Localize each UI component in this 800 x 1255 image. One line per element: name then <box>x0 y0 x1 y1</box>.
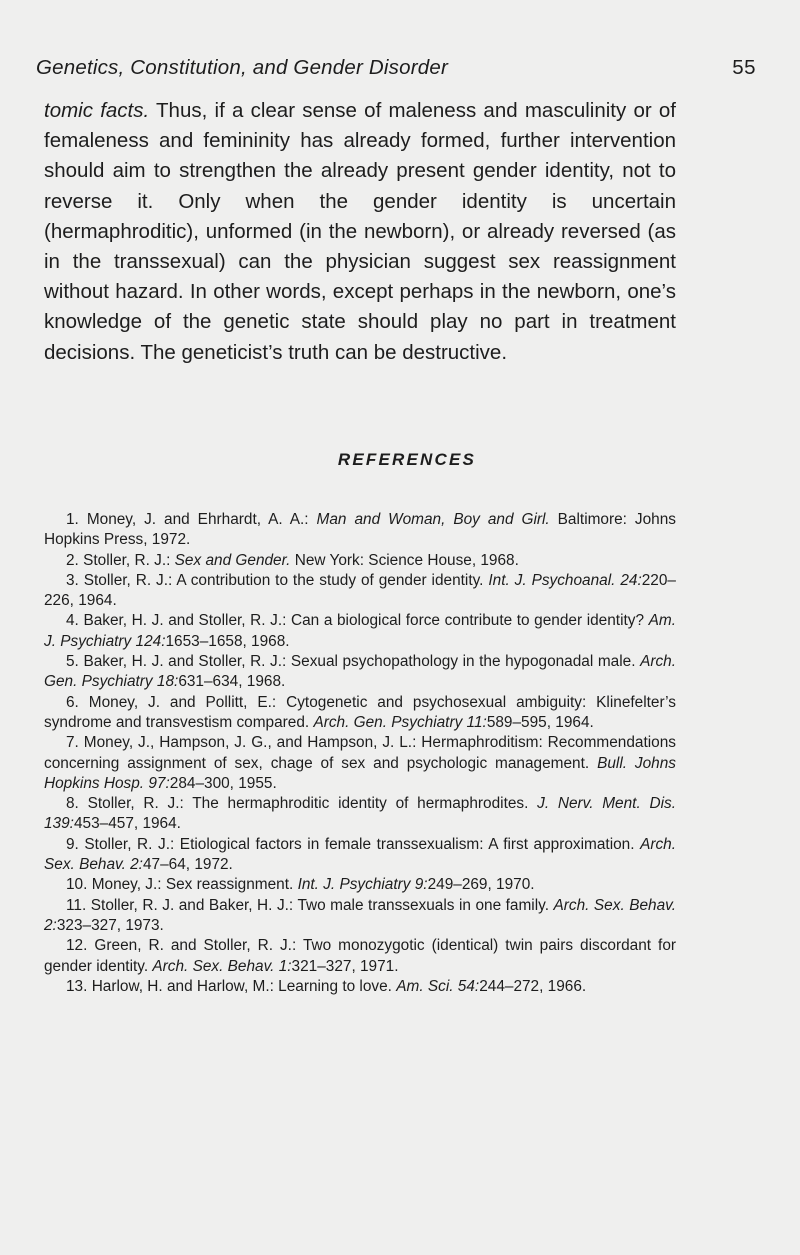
reference-citation: Baltimore: Johns Hopkins Press, 1972. <box>44 511 676 549</box>
running-head-title: Genetics, Constitution, and Gender Disorder <box>36 56 448 79</box>
reference-citation: 47–64, 1972. <box>142 856 233 874</box>
reference-text: Money, J. and Ehrhardt, A. A.: <box>86 511 317 528</box>
reference-journal: Arch. Gen. Psychiatry 18: <box>44 653 676 691</box>
reference-item <box>44 693 676 734</box>
reference-text: Stoller, R. J.: Etiological factors in female transsexualism: A first approximation. <box>84 835 641 853</box>
reference-number: 7. <box>66 734 79 752</box>
reference-number: 2. <box>66 551 79 569</box>
body-text: Thus, if a clear sense of maleness and masculinity or of femaleness and femininity has already formed, further intervention should aim to strengthen the already present gender identity, not to reverse it. Only when the gender identity is uncertain (hermaphroditic), unformed (in the newborn), or already reversed (as in the transsexual) can the physician suggest sex reassignment without hazard. In other words, except perhaps in the newborn, one’s knowledge of the genetic state should play no part in treatment decisions. The geneticist’s truth can be destructive. <box>44 99 676 364</box>
reference-citation: 323–327, 1973. <box>56 916 164 934</box>
reference-journal: Arch. Sex. Behav. 2: <box>44 896 676 934</box>
reference-item <box>44 611 676 652</box>
reference-number: 10. <box>66 876 88 894</box>
reference-citation: 321–327, 1971. <box>291 957 399 975</box>
page-header <box>36 56 756 80</box>
reference-item <box>44 510 676 551</box>
reference-journal: Int. J. Psychoanal. 24: <box>488 571 642 589</box>
reference-item <box>44 835 676 876</box>
reference-citation: 220–226, 1964. <box>44 571 676 610</box>
reference-text: Stoller, R. J.: A contribution to the study of gender identity. <box>83 571 489 589</box>
reference-number: 4. <box>66 612 79 630</box>
reference-citation: 244–272, 1966. <box>479 977 587 995</box>
reference-text: Baker, H. J. and Stoller, R. J.: Sexual psychopathology in the hypogonadal male. <box>83 653 641 671</box>
reference-journal: Man and Woman, Boy and Girl. <box>316 511 550 528</box>
reference-number: 1. <box>66 511 79 528</box>
reference-journal: Arch. Gen. Psychiatry 11: <box>313 713 487 731</box>
page-number: 55 <box>732 56 756 79</box>
reference-journal: Arch. Sex. Behav. 2: <box>44 835 676 874</box>
reference-item <box>44 551 676 571</box>
reference-journal: Am. J. Psychiatry 124: <box>44 612 676 650</box>
reference-item <box>44 794 676 835</box>
reference-citation: 1653–1658, 1968. <box>165 632 290 650</box>
reference-item <box>44 652 676 693</box>
reference-journal: Int. J. Psychiatry 9: <box>297 876 428 894</box>
reference-journal: Arch. Sex. Behav. 1: <box>152 957 292 975</box>
reference-item <box>44 936 676 977</box>
reference-item <box>44 571 676 612</box>
reference-citation: 631–634, 1968. <box>178 673 286 691</box>
reference-item <box>44 875 676 895</box>
reference-number: 12. <box>66 937 88 955</box>
reference-number: 11. <box>66 896 87 914</box>
reference-journal: Bull. Johns Hopkins Hosp. 97: <box>44 754 676 792</box>
reference-journal: Am. Sci. 54: <box>396 977 480 995</box>
reference-number: 6. <box>66 693 79 711</box>
reference-item <box>44 977 676 997</box>
reference-item <box>44 896 676 937</box>
reference-citation: 284–300, 1955. <box>169 774 277 792</box>
reference-text: Money, J. and Pollitt, E.: Cytogenetic and psychosexual ambiguity: Klinefelter’s syndrome and transvestism compared. <box>44 693 677 731</box>
reference-number: 5. <box>66 653 79 671</box>
reference-text: Money, J.: Sex reassignment. <box>91 876 298 894</box>
reference-item <box>44 733 676 794</box>
reference-citation: New York: Science House, 1968. <box>290 551 519 569</box>
body-paragraph <box>44 96 676 368</box>
reference-list <box>44 510 676 997</box>
reference-text: Green, R. and Stoller, R. J.: Two monozygotic (identical) twin pairs discordant for gender identity. <box>44 937 677 975</box>
reference-number: 9. <box>66 835 79 853</box>
reference-journal: J. Nerv. Ment. Dis. 139: <box>44 795 676 833</box>
body-lead-italic: tomic facts. <box>44 99 150 122</box>
reference-text: Money, J., Hampson, J. G., and Hampson, J. L.: Hermaphroditism: Recommendations concerning assignment of sex, chage of sex and psychologic management. <box>44 734 676 772</box>
references-heading: REFERENCES <box>337 450 477 469</box>
reference-text: Stoller, R. J.: <box>83 551 175 569</box>
reference-text: Stoller, R. J.: The hermaphroditic identity of hermaphrodites. <box>87 795 538 813</box>
reference-citation: 453–457, 1964. <box>73 815 181 833</box>
reference-text: Baker, H. J. and Stoller, R. J.: Can a biological force contribute to gender identity? <box>83 612 649 630</box>
reference-number: 8. <box>66 795 79 813</box>
reference-citation: 249–269, 1970. <box>427 876 535 894</box>
reference-text: Harlow, H. and Harlow, M.: Learning to love. <box>91 977 397 995</box>
reference-number: 13. <box>66 977 88 995</box>
reference-journal: Sex and Gender. <box>174 551 291 569</box>
reference-citation: 589–595, 1964. <box>486 713 594 731</box>
reference-number: 3. <box>66 571 79 589</box>
reference-text: Stoller, R. J. and Baker, H. J.: Two male transsexuals in one family. <box>90 896 554 914</box>
